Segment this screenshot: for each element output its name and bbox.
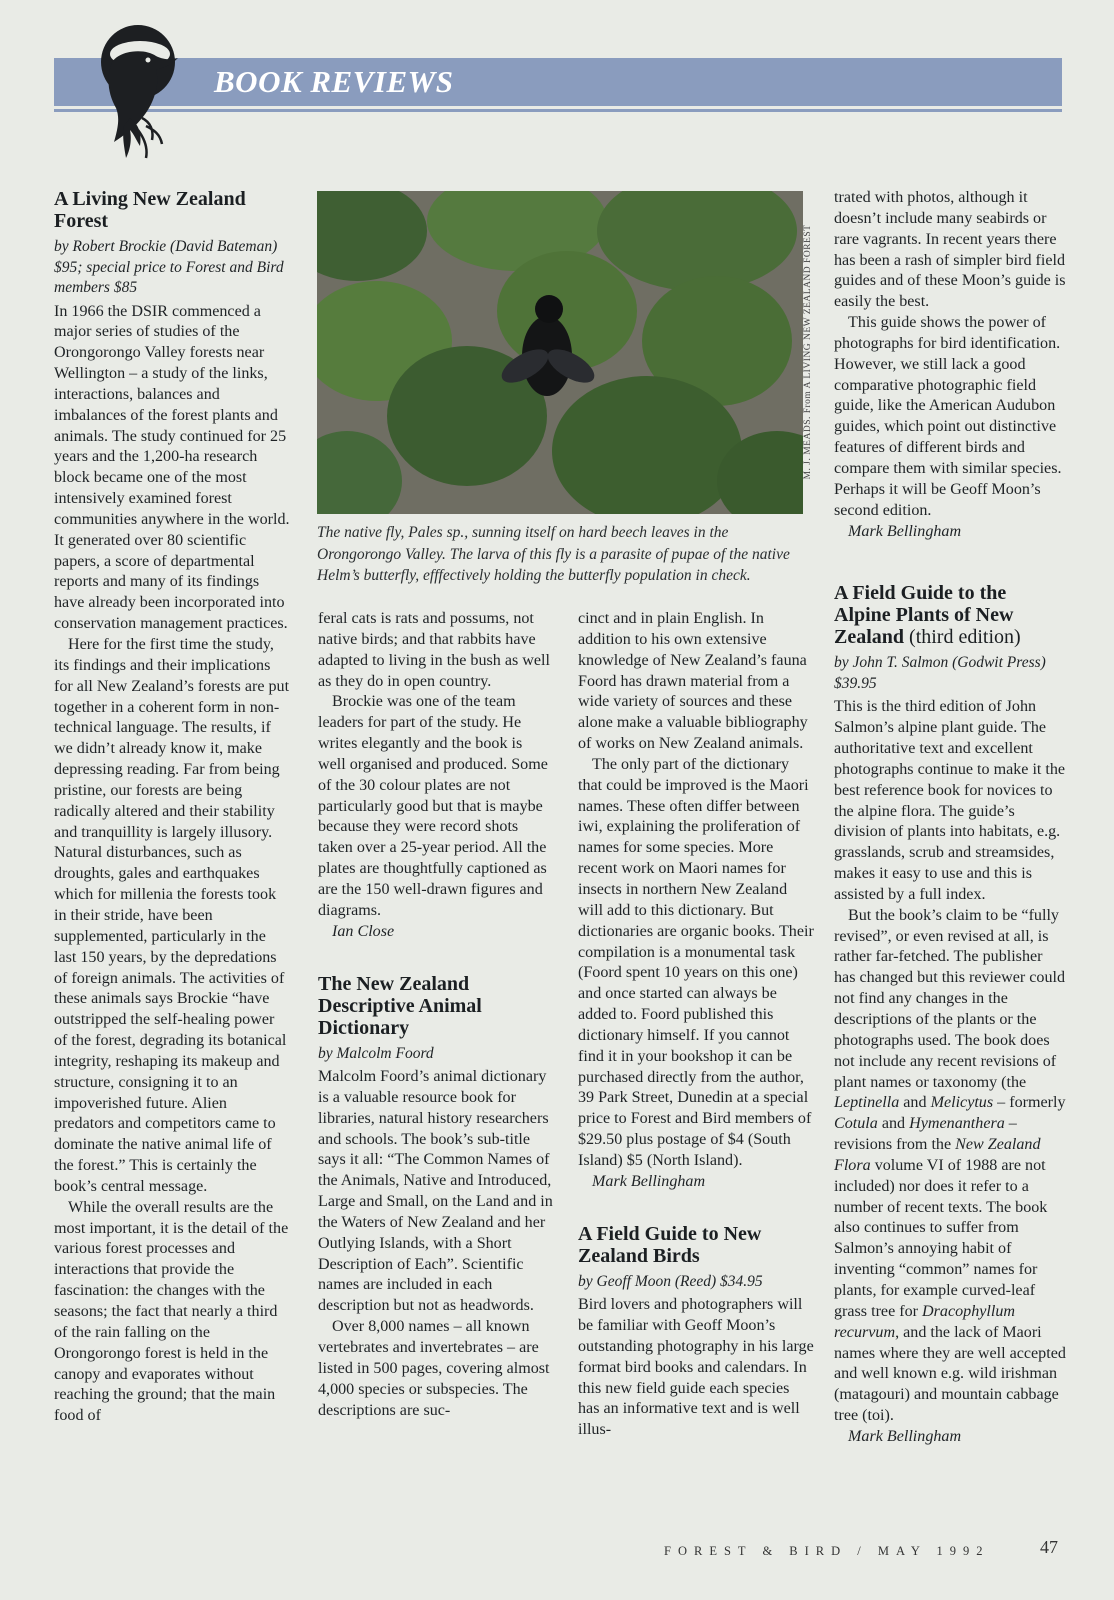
review-title-alpine-plants xyxy=(834,582,1066,648)
review-paragraph: This guide shows the power of photographs for bird identification. However, we still lack a good comparative photographic field guide, like the American Audubon guides, which point out distinctive features of different birds and compare them with similar species. Perhaps it will be Geoff Moon’s second edition. xyxy=(834,314,1062,519)
review-byline: by Geoff Moon (Reed) $34.95 xyxy=(578,1272,763,1290)
fly-on-leaves-photo xyxy=(317,191,803,514)
column-1 xyxy=(54,188,290,1427)
review-title-living-forest: A Living New Zealand Forest xyxy=(54,188,246,232)
section-title: BOOK REVIEWS xyxy=(214,64,454,99)
photo-credit: M. J. MEADS. From A LIVING NEW ZEALAND FOREST xyxy=(803,224,813,480)
review-paragraph: Brockie was one of the team leaders for part of the study. He writes elegantly and the book is well organised and produced. Some of the 30 colour plates are not particularly good but that is maybe because they were record shots taken over a 25-year period. All the plates are thoughtfully captioned as are the 150 well-drawn figures and diagrams. xyxy=(318,693,548,919)
edition-note: (third edition) xyxy=(909,626,1021,649)
review-signature: Ian Close xyxy=(332,922,395,940)
review-signature: Mark Bellingham xyxy=(592,1172,706,1190)
review-paragraph: Malcolm Foord’s animal dictionary is a valuable resource book for libraries, natural history researchers and schools. The book’s sub-title says it all: “The Common Names of the Animals, Native and Introduced, Large and Small, on the Land and in the Waters of New Zealand and her Outlying Islands, with a Short Description of Each”. Scientific names are included in each description but not as headwords. xyxy=(318,1068,553,1315)
review-paragraph: But the book’s claim to be “fully revised”, or even revised at all, is rather far-fetched. The publisher has changed but this reviewer could not find any changes in the descriptions of the plants or the photographs used. The book does not include any recent revisions of plant names or taxonomy (the Leptinella and Melicytus – formerly Cotula and Hymenanthera – revisions from the New Zealand Flora volume VI of 1988 are not included) nor does it refer to a number of recent texts. The book also continues to suffer from Salmon’s annoying habit of inventing “common” names for plants, for example curved-leaf grass tree for Dracophyllum recurvum, and the lack of Maori names where they are well accepted and well known e.g. wild irishman (matagouri) and mountain cabbage tree (toi). xyxy=(834,906,1066,1425)
title-text: A Field Guide to the Alpine Plants of New Zealand xyxy=(834,582,1014,649)
section-banner xyxy=(54,58,1062,106)
review-paragraph: cinct and in plain English. In addition to his own extensive knowledge of New Zealand’s fauna Foord has drawn material from a wide variety of sources and these alone make a valuable bibliography of works on New Zealand animals. xyxy=(578,610,808,753)
review-title-animal-dictionary: The New Zealand Descriptive Animal Dictionary xyxy=(318,972,482,1039)
photo-caption: The native fly, Pales sp., sunning itself on hard beech leaves in the Orongorongo Valley. The larva of this fly is a parasite of pupae of the native Helm’s butterfly, efffectively holding the butterfly population in check. xyxy=(317,524,790,584)
banner-rule xyxy=(54,109,1062,112)
review-paragraph: trated with photos, although it doesn’t include many seabirds or rare vagrants. In recent years there has been a rash of simpler bird field guides and of these Moon’s guide is easily the best. xyxy=(834,189,1066,311)
review-byline: by Malcolm Foord xyxy=(318,1044,434,1062)
review-paragraph: In 1966 the DSIR commenced a major series of studies of the Orongorongo Valley forests near Wellington – a study of the links, interactions, balances and imbalances of the forest plants and animals. The study continued for 25 years and the 1,200-ha research block became one of the most intensively examined forest communities anywhere in the world. It generated over 80 scientific papers, a score of departmental reports and many of its findings have already been incorporated into conservation management practices. xyxy=(54,302,290,633)
review-paragraph: Bird lovers and photographers will be familiar with Geoff Moon’s outstanding photography in his large format bird books and calendars. In this new field guide each species has an informative text and is well illus- xyxy=(578,1296,814,1439)
review-signature: Mark Bellingham xyxy=(848,1427,962,1445)
column-3 xyxy=(578,609,814,1441)
bird-logo-icon xyxy=(90,22,186,167)
review-paragraph: Here for the first time the study, its findings and their implications for all New Zealand’s forests are put together in a coherent form in non-technical language. The results, if we didn’t already know it, make depressing reading. Far from being pristine, our forests are being radically altered and their stability and tranquillity is largely illusory. Natural disturbances, such as droughts, gales and earthquakes which for millenia the forests took in their stride, have been supplemented, particularly in the last 150 years, by the depredations of foreign animals. The activities of these animals says Brockie “have outstripped the self-healing power of the forest, degrading its botanical integrity, reshaping its makeup and structure, consigning it to an impoverished future. Alien predators and competitors came to dominate the native animal life of the forest.” This is certainly the book’s central message. xyxy=(54,636,290,1195)
review-paragraph: Over 8,000 names – all known vertebrates and invertebrates – are listed in 500 pages, covering almost 4,000 species or subspecies. The descriptions are suc- xyxy=(318,1318,550,1419)
review-byline: by Robert Brockie (David Bateman) $95; special price to Forest and Bird members $85 xyxy=(54,238,284,296)
page-number: 47 xyxy=(1040,1537,1058,1557)
column-2 xyxy=(318,609,553,1421)
review-byline: by John T. Salmon (Godwit Press) $39.95 xyxy=(834,654,1046,692)
review-title-nz-birds: A Field Guide to New Zealand Birds xyxy=(578,1222,762,1267)
column-4 xyxy=(834,188,1066,1448)
review-paragraph: feral cats is rats and possums, not native birds; and that rabbits have adapted to living in the bush as well as they do in open country. xyxy=(318,610,550,690)
footer-publication: FOREST & BIRD / MAY 1992 xyxy=(664,1544,990,1558)
review-signature: Mark Bellingham xyxy=(848,522,962,540)
review-paragraph: While the overall results are the most important, it is the detail of the various forest processes and interactions that provide the fascination: the changes with the seasons; the fact that nearly a third of the rain falling on the Orongorongo forest is held in the canopy and evaporates without reaching the ground; that the main food of xyxy=(54,1198,289,1425)
review-paragraph: This is the third edition of John Salmon’s alpine plant guide. The authoritative text and excellent photographs continue to make it the best reference book for novices to the alpine flora. The guide’s division of plants into habitats, e.g. grasslands, scrub and streamsides, makes it easy to use and this is assisted by a full index. xyxy=(834,698,1066,903)
review-paragraph: The only part of the dictionary that could be improved is the Maori names. These often differ between iwi, explaining the proliferation of names for some species. More recent work on Maori names for insects in northern New Zealand will add to this dictionary. But dictionaries are organic books. Their compilation is a monumental task (Foord spent 10 years on this one) and once started can always be added to. Foord published this dictionary himself. If you cannot find it in your bookshop it can be purchased directly from the author, 39 Park Street, Dunedin at a special price to Forest and Bird members of $29.50 plus postage of $4 (South Island) $5 (North Island). xyxy=(578,755,814,1169)
